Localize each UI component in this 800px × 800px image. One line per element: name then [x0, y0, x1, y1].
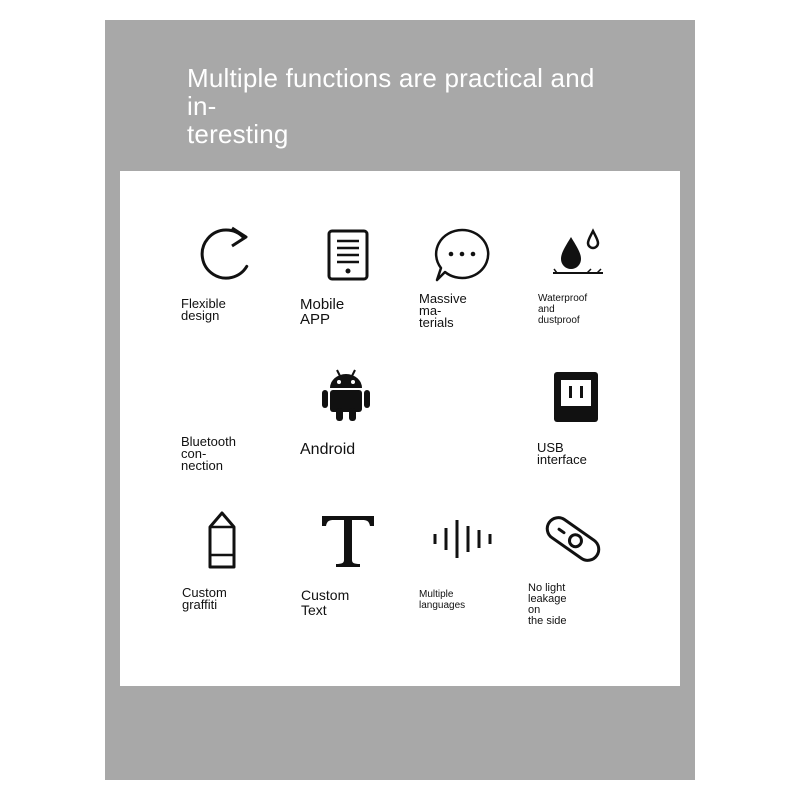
- water-drops-icon: [551, 229, 605, 277]
- bluetooth-icon: [205, 370, 235, 420]
- text-t-icon: [320, 514, 376, 568]
- feature-label: Custom graffiti: [182, 585, 227, 612]
- feature-label: Custom Text: [301, 587, 350, 618]
- sound-wave-icon: [432, 518, 494, 560]
- feature-label: USB interface: [537, 440, 587, 467]
- feature-label: Massive ma- terials: [419, 291, 467, 330]
- phone-app-icon: [327, 229, 369, 281]
- feature-label: Android: [300, 441, 356, 458]
- feature-label: Waterproof and dustproof: [538, 293, 588, 326]
- feature-label: Multiple languages: [419, 589, 466, 611]
- capsule-device-icon: [542, 512, 604, 566]
- headline: Multiple functions are practical and in- teresting: [187, 63, 595, 149]
- usb-icon: [553, 371, 599, 423]
- feature-label: Mobile APP: [300, 296, 345, 328]
- android-icon: [322, 368, 370, 422]
- feature-label: No light leakage on the side: [528, 582, 567, 627]
- feature-label: Bluetooth con- nection: [181, 434, 236, 473]
- pencil-icon: [207, 511, 237, 569]
- rotate-icon: [196, 224, 256, 280]
- chat-bubble-icon: [433, 228, 491, 282]
- feature-label: Flexible design: [181, 296, 226, 323]
